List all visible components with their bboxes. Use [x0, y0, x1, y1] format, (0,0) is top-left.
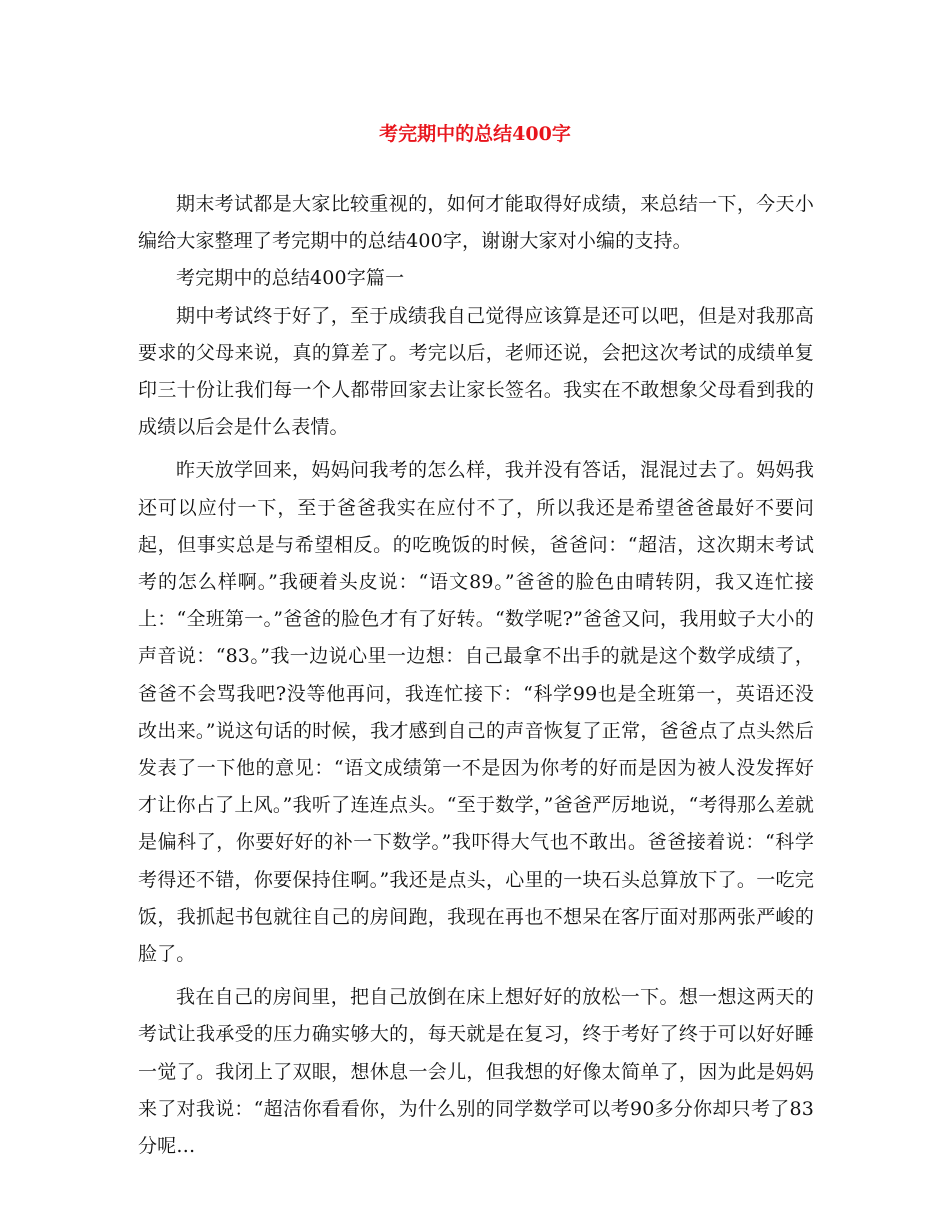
body-paragraph-2: 昨天放学回来，妈妈问我考的怎么样，我并没有答话，混混过去了。妈妈我还可以应付一下，至于爸爸我实在应付不了，所以我还是希望爸爸最好不要问起，但事实总是与希望相反。的吃晚饭的时候，爸爸问：“超洁，这次期末考试考的怎么样啊。”我硬着头皮说：“语文89。”爸爸的脸色由晴转阴，我又连忙接上：“全班第一。”爸爸的脸色才有了好转。“数学呢?”爸爸又问，我用蚊子大小的声音说：“83。”我一边说心里一边想：自己最拿不出手的就是这个数学成绩了，爸爸不会骂我吧?没等他再问，我连忙接下：“科学99也是全班第一，英语还没改出来。”说这句话的时候，我才感到自己的声音恢复了正常，爸爸点了点头然后发表了一下他的意见：“语文成绩第一不是因为你考的好而是因为被人没发挥好才让你占了上风。”我听了连连点头。“至于数学，”爸爸严厉地说，“考得那么差就是偏科了，你要好好的补一下数学。”我吓得大气也不敢出。爸爸接着说：“科学考得还不错，你要保持住啊。”我还是点头，心里的一块石头总算放下了。一吃完饭，我抓起书包就往自己的房间跑，我现在再也不想呆在客厅面对那两张严峻的脸了。: [138, 459, 814, 966]
document-title: 考完期中的总结400字: [379, 123, 571, 145]
body-paragraph-1: 期中考试终于好了，至于成绩我自己觉得应该算是还可以吧，但是对我那高要求的父母来说，真的算差了。考完以后，老师还说，会把这次考试的成绩单复印三十份让我们每一个人都带回家去让家长签名。我实在不敢想象父母看到我的成绩以后会是什么表情。: [138, 304, 814, 439]
body-paragraph-3: 我在自己的房间里，把自己放倒在床上想好好的放松一下。想一想这两天的考试让我承受的压力确实够大的，每天就是在复习，终于考好了终于可以好好睡一觉了。我闭上了双眼，想休息一会儿，但我想的好像太简单了，因为此是妈妈来了对我说：“超洁你看看你，为什么别的同学数学可以考90多分你却只考了83分呢…: [138, 986, 814, 1158]
section-heading: 考完期中的总结400字篇一: [176, 267, 405, 290]
intro-paragraph: 期末考试都是大家比较重视的，如何才能取得好成绩，来总结一下，今天小编给大家整理了考完期中的总结400字，谢谢大家对小编的支持。: [138, 193, 814, 253]
document-body: [138, 186, 814, 1165]
